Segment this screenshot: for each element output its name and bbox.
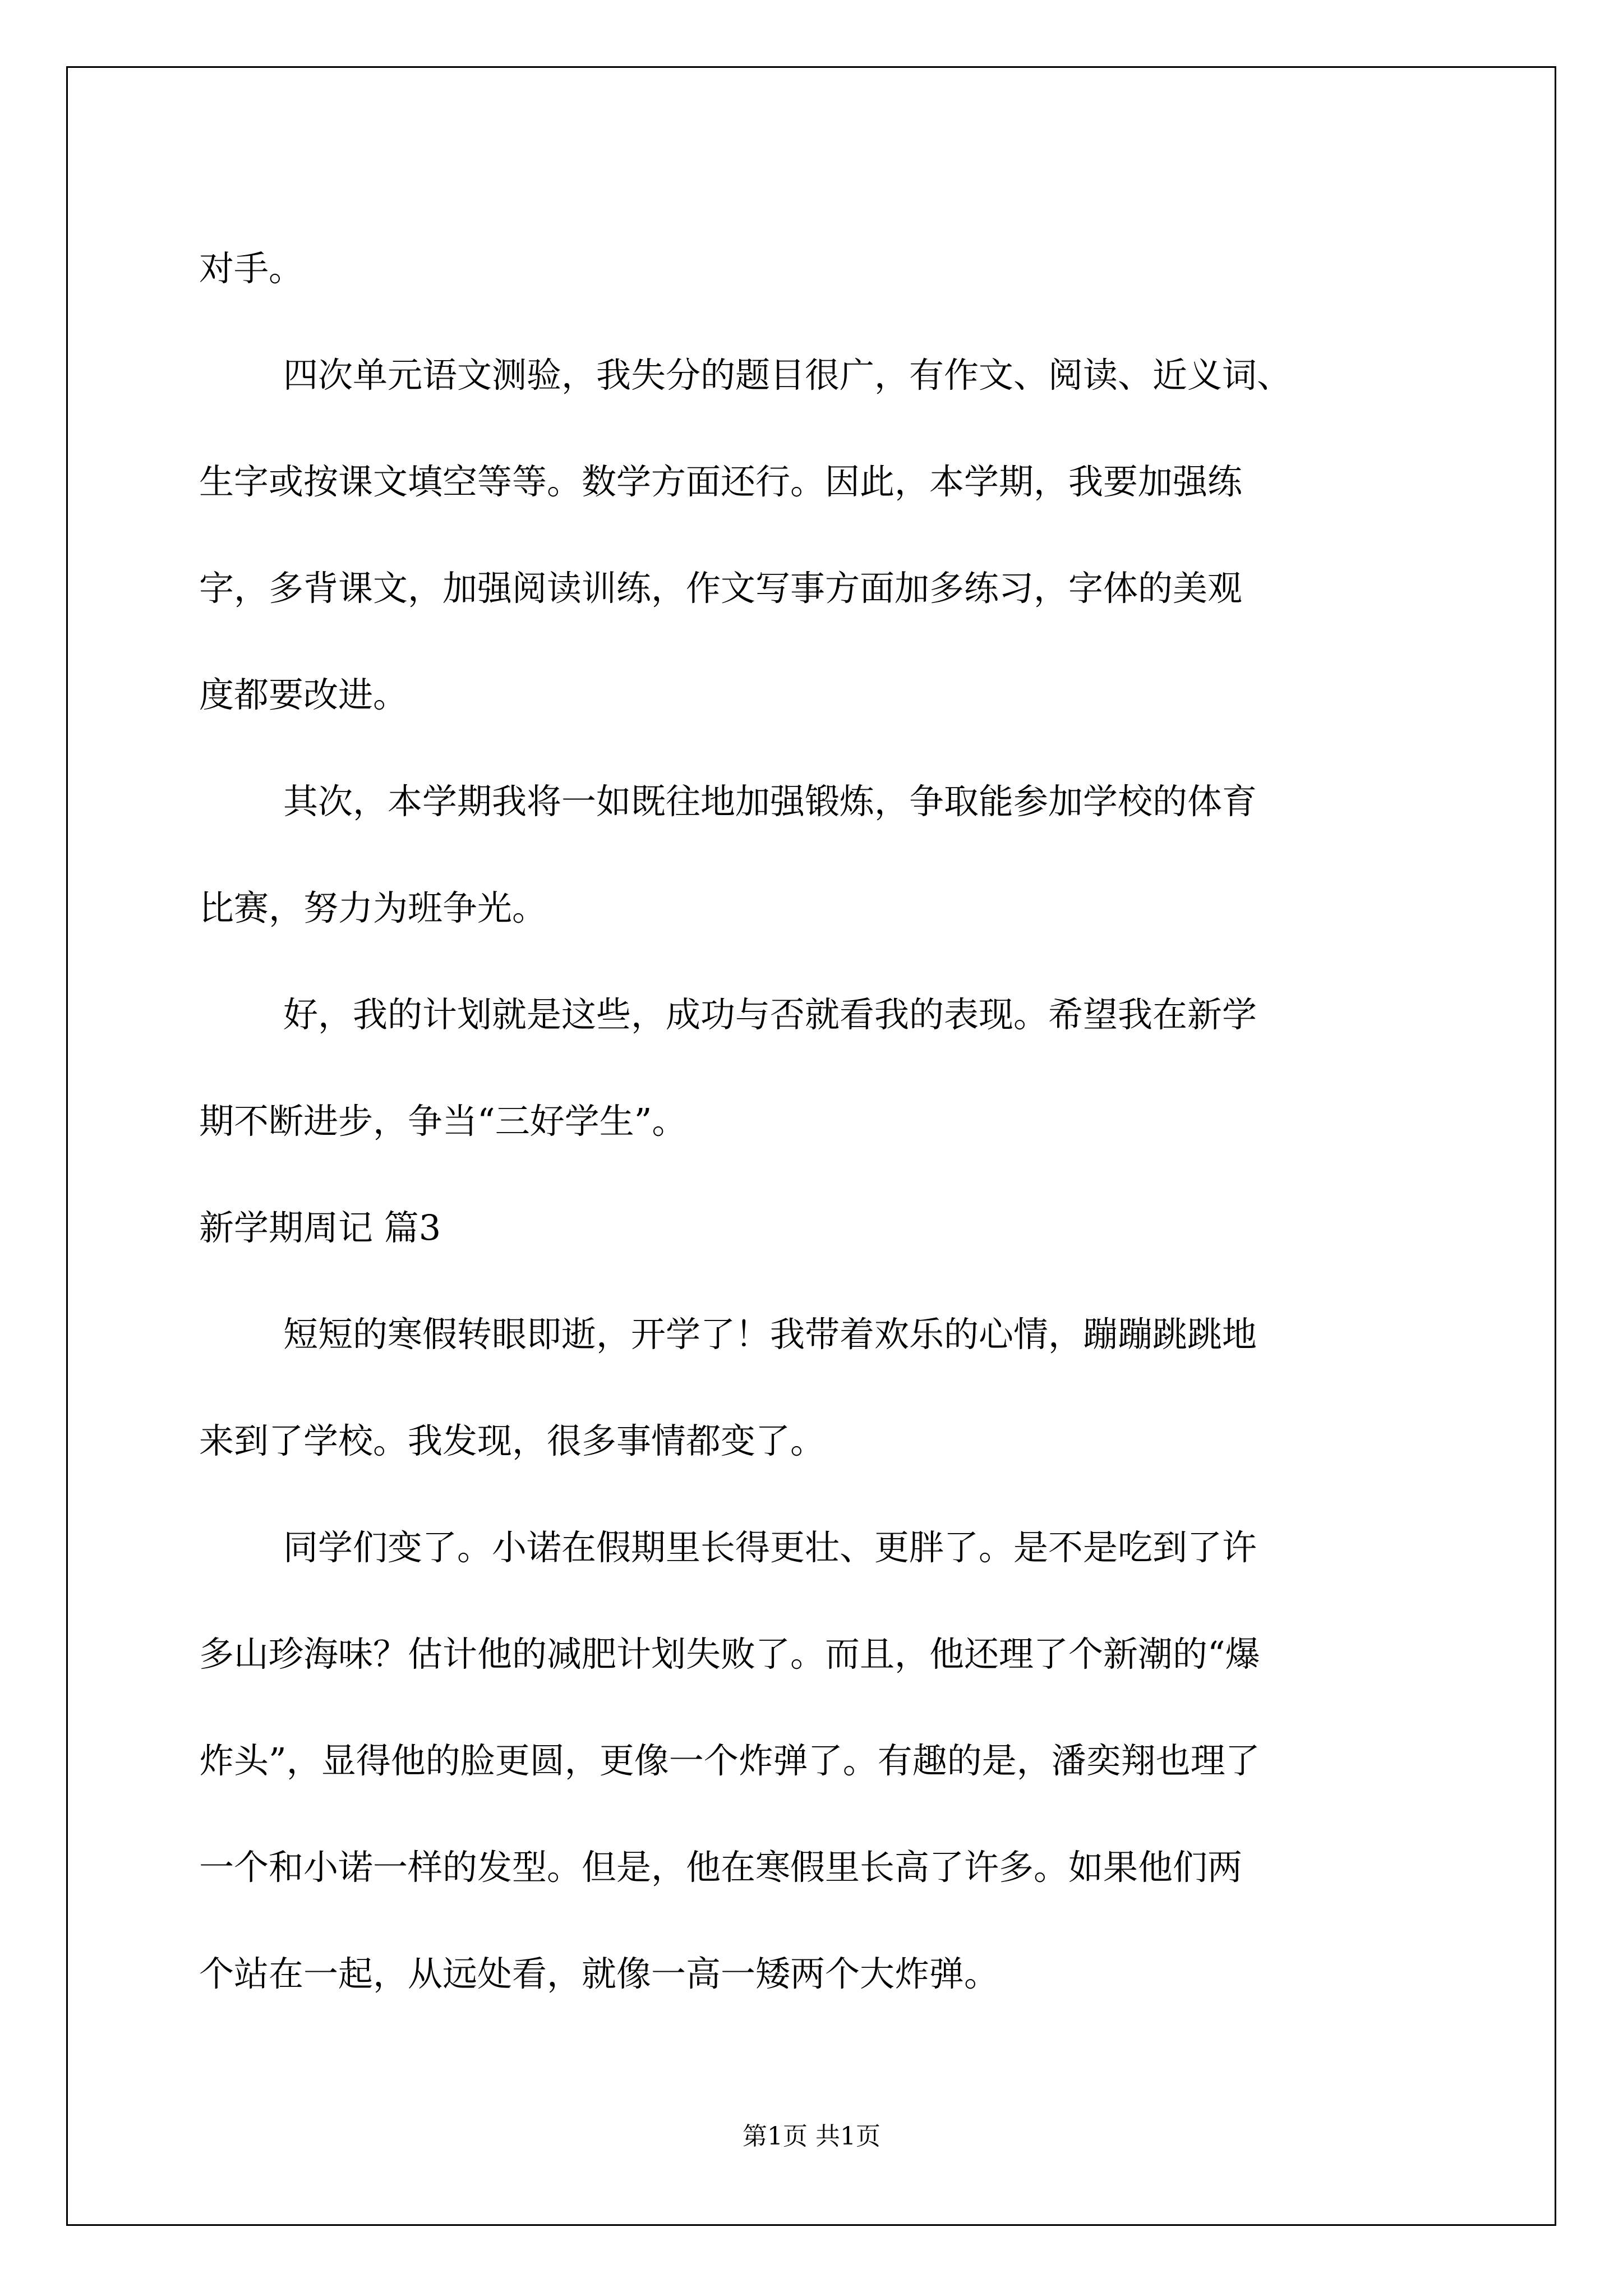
page-number-footer: 第1页 共1页	[743, 2122, 880, 2151]
text-line: 其次，本学期我将一如既往地加强锻炼，争取能参加学校的体育	[283, 781, 1257, 822]
text-line: 对手。	[199, 248, 304, 289]
document-body	[199, 215, 1438, 2027]
text-line: 来到了学校。我发现，很多事情都变了。	[199, 1420, 826, 1461]
text-line: 一个和小诺一样的发型。但是，他在寒假里长高了许多。如果他们两	[199, 1847, 1243, 1888]
text-line: 生字或按课文填空等等。数学方面还行。因此，本学期，我要加强练	[199, 461, 1243, 502]
text-line: 炸头”，显得他的脸更圆，更像一个炸弹了。有趣的是，潘奕翔也理了	[199, 1740, 1260, 1781]
text-line: 度都要改进。	[199, 674, 408, 715]
text-line: 短短的寒假转眼即逝，开学了！我带着欢乐的心情，蹦蹦跳跳地	[283, 1314, 1257, 1355]
text-line: 四次单元语文测验，我失分的题目很广，有作文、阅读、近义词、	[283, 355, 1292, 395]
text-line: 多山珍海味？估计他的减肥计划失败了。而且，他还理了个新潮的“爆	[199, 1634, 1260, 1674]
text-line: 个站在一起，从远处看，就像一高一矮两个大炸弹。	[199, 1953, 999, 1994]
text-line: 期不断进步，争当“三好学生”。	[199, 1101, 687, 1142]
text-line: 同学们变了。小诺在假期里长得更壮、更胖了。是不是吃到了许	[283, 1527, 1257, 1568]
text-line: 好，我的计划就是这些，成功与否就看我的表现。希望我在新学	[283, 994, 1257, 1035]
section-heading: 新学期周记 篇3	[199, 1207, 441, 1248]
text-line: 字，多背课文，加强阅读训练，作文写事方面加多练习，字体的美观	[199, 568, 1243, 609]
text-line: 比赛，努力为班争光。	[199, 887, 547, 928]
